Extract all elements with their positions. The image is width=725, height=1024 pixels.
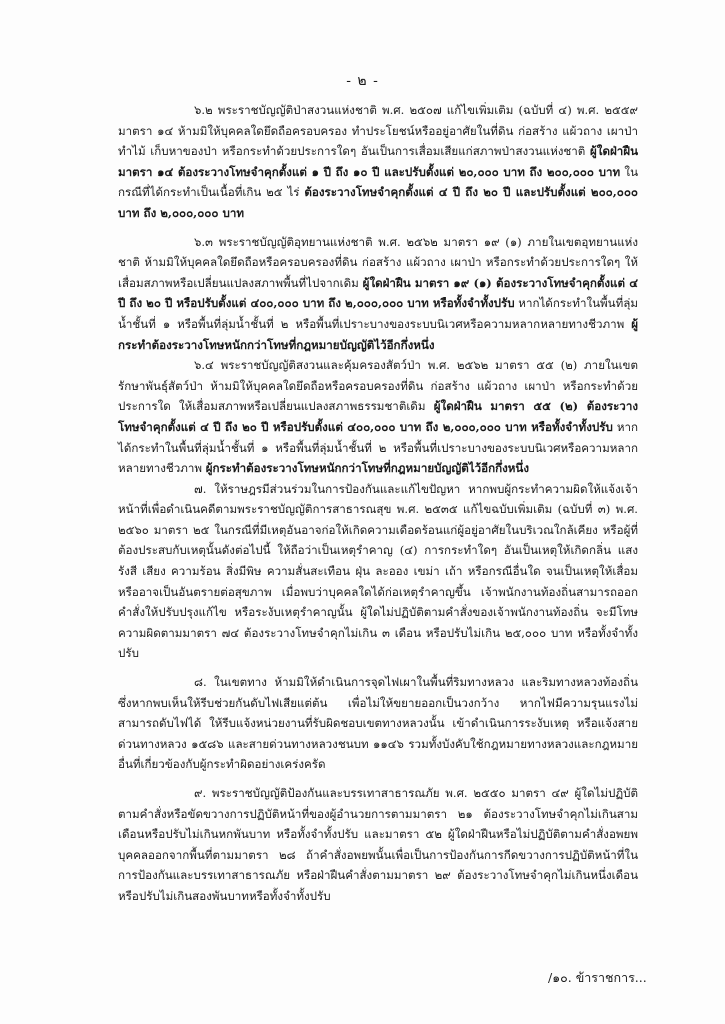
paragraph-9 [118, 783, 638, 907]
text-segment-bold: ผู้ใดฝ่าฝืน มาตรา ๑๙ (๑) ต้องระวางโทษจำคุกตั้งแต่ ๔ ปี ถึง ๒๐ ปี หรือปรับตั้งแต่ ๔๐๐,๐๐๐ บาท ถึง ๒,๐๐๐,๐๐๐ บาท หรือทั้งจำทั้งปรับ [118, 275, 638, 311]
text-segment-bold: ผู้กระทำต้องระวางโทษหนักกว่าโทษที่กฎหมายบัญญัติไว้อีกกึ่งหนึ่ง [118, 316, 638, 352]
text-segment-bold: ผู้ใดฝ่าฝืน มาตรา ๕๕ (๒) ต้องระวางโทษจำคุกตั้งแต่ ๔ ปี ถึง ๒๐ ปี หรือปรับตั้งแต่ ๔๐๐,๐๐๐ บาท ถึง ๒,๐๐๐,๐๐๐ บาท หรือทั้งจำทั้งปรับ [118, 399, 638, 434]
paragraph-7 [118, 479, 638, 664]
paragraph-6-4 [118, 355, 638, 479]
text-segment: ในกรณีที่ได้กระทำเป็นเนื้อที่เกิน ๒๕ ไร่ [118, 164, 638, 200]
paragraph-6-2 [118, 100, 638, 224]
text-segment: ๖.๓ พระราชบัญญัติอุทยานแห่งชาติ พ.ศ. ๒๕๖๒ มาตรา ๑๙ (๑) ภายในเขตอุทยานแห่งชาติ ห้ามมิให้บุคคลใดยึดถือหรือครอบครองที่ดิน ก่อสร้าง แผ้วถาง เผาป่า หรือกระทำด้วยประการใดๆ ให้เสื่อมสภาพหรือเปลี่ยนแปลงสภาพพื้นที่ไปจากเดิม [118, 234, 638, 290]
text-segment: ๗. ให้ราษฎรมีส่วนร่วมในการป้องกันและแก้ไขปัญหา หากพบผู้กระทำความผิดให้แจ้งเจ้าหน้าที่เพื่อดำเนินคดีตามพระราชบัญญัติการสาธารณสุข พ.ศ. ๒๕๓๕ แก้ไขฉบับเพิ่มเติม (ฉบับที่ ๓) พ.ศ. ๒๕๖๐ มาตรา ๒๕ ในกรณีที่มีเหตุอันอาจก่อให้เกิดความเดือดร้อนแก่ผู้อยู่อาศัยในบริเวณใกล้เคียง หรือผู้ที่ต้องประสบกับเหตุนั้นดังต่อไปนี้ ให้ถือว่าเป็นเหตุรำคาญ (๔) การกระทำใดๆ อันเป็นเหตุให้เกิดกลิ่น แสง รังสี เสียง ความร้อน สิ่งมีพิษ ความสั่นสะเทือน ฝุ่น ละออง เขม่า เถ้า หรือกรณีอื่นใด จนเป็นเหตุให้เสื่อมหรืออาจเป็นอันตรายต่อสุขภาพ เมื่อพบว่าบุคคลใดได้ก่อเหตุรำคาญขึ้น เจ้าพนักงานท้องถิ่นสามารถออกคำสั่งให้ปรับปรุงแก้ไข หรือระงับเหตุรำคาญนั้น ผู้ใดไม่ปฏิบัติตามคำสั่งของเจ้าพนักงานท้องถิ่น จะมีโทษความผิดตามมาตรา ๗๔ ต้องระวางโทษจำคุกไม่เกิน ๓ เดือน หรือปรับไม่เกิน ๒๕,๐๐๐ บาท หรือทั้งจำทั้งปรับ [118, 481, 638, 661]
text-segment-bold: ต้องระวางโทษจำคุกตั้งแต่ ๔ ปี ถึง ๒๐ ปี และปรับตั้งแต่ ๒๐๐,๐๐๐ บาท ถึง ๒,๐๐๐,๐๐๐ บาท [118, 185, 638, 220]
text-segment: ๖.๒ พระราชบัญญัติป่าสงวนแห่งชาติ พ.ศ. ๒๕๐๗ แก้ไขเพิ่มเติม (ฉบับที่ ๔) พ.ศ. ๒๕๕๙ มาตรา ๑๔ ห้ามมิให้บุคคลใดยึดถือครอบครอง ทำประโยชน์หรืออยู่อาศัยในที่ดิน ก่อสร้าง แผ้วถาง เผาป่า ทำไม้ เก็บหาของป่า หรือกระทำด้วยประการใดๆ อันเป็นการเสื่อมเสียแก่สภาพป่าสงวนแห่งชาติ [118, 103, 638, 159]
paragraph-6-3 [118, 232, 638, 356]
text-segment: หากได้กระทำในพื้นที่ลุ่มน้ำชั้นที่ ๑ หรือพื้นที่ลุ่มน้ำชั้นที่ ๒ หรือพื้นที่เปราะบางของระบบนิเวศหรือความหลากหลายทางชีวภาพ [118, 296, 639, 331]
document-body [118, 100, 638, 915]
page-number: - ๒ - [346, 73, 379, 89]
paragraph-8 [118, 672, 638, 775]
text-segment-bold: ผู้กระทำต้องระวางโทษหนักกว่าโทษที่กฎหมายบัญญัติไว้อีกกึ่งหนึ่ง [205, 461, 530, 476]
text-segment-bold: ผู้ใดฝ่าฝืน มาตรา ๑๔ ต้องระวางโทษจำคุกตั้งแต่ ๑ ปี ถึง ๑๐ ปี และปรับตั้งแต่ ๒๐,๐๐๐ บาท ถึง ๒๐๐,๐๐๐ บาท [118, 144, 638, 179]
text-segment: หากได้กระทำในพื้นที่ลุ่มน้ำชั้นที่ ๑ หรือพื้นที่ลุ่มน้ำชั้นที่ ๒ หรือพื้นที่เปราะบางของระบบนิเวศหรือความหลากหลายทางชีวภาพ [118, 419, 639, 476]
text-segment: ๖.๔ พระราชบัญญัติสงวนและคุ้มครองสัตว์ป่า พ.ศ. ๒๕๖๒ มาตรา ๕๕ (๒) ภายในเขตรักษาพันธุ์สัตว์ป่า ห้ามมิให้บุคคลใดยึดถือหรือครอบครองที่ดิน ก่อสร้าง แผ้วถาง เผาป่า หรือกระทำด้วยประการใด ให้เสื่อมสภาพหรือเปลี่ยนแปลงสภาพธรรมชาติเดิม [118, 358, 638, 414]
continuation-marker: /๑๐. ข้าราชการ... [548, 970, 647, 985]
text-segment: ๘. ในเขตทาง ห้ามมิให้ดำเนินการจุดไฟเผาในพื้นที่ริมทางหลวง และริมทางหลวงท้องถิ่น ซึ่งหากพบเห็นให้รีบช่วยกันดับไฟเสียแต่ต้น เพื่อไม่ให้ขยายออกเป็นวงกว้าง หากไฟมีความรุนแรงไม่สามารถดับไฟได้ ให้รีบแจ้งหน่วยงานที่รับผิดชอบเขตทางหลวงนั้น เข้าดำเนินการระงับเหตุ หรือแจ้งสายด่วนทางหลวง ๑๕๘๖ และสายด่วนทางหลวงชนบท ๑๑๔๖ รวมทั้งบังคับใช้กฎหมายทางหลวงและกฎหมายอื่นที่เกี่ยวข้องกับผู้กระทำผิดอย่างเคร่งครัด [118, 675, 638, 772]
text-segment: ๙. พระราชบัญญัติป้องกันและบรรเทาสาธารณภัย พ.ศ. ๒๕๕๐ มาตรา ๔๙ ผู้ใดไม่ปฏิบัติตามคำสั่งหรือขัดขวางการปฏิบัติหน้าที่ของผู้อำนวยการตามมาตรา ๒๑ ต้องระวางโทษจำคุกไม่เกินสามเดือนหรือปรับไม่เกินหกพันบาท หรือทั้งจำทั้งปรับ และมาตรา ๕๒ ผู้ใดฝ่าฝืนหรือไม่ปฏิบัติตามคำสั่งอพยพบุคคลออกจากพื้นที่ตามมาตรา ๒๘ ถ้าคำสั่งอพยพนั้นเพื่อเป็นการป้องกันการกีดขวางการปฏิบัติหน้าที่ในการป้องกันและบรรเทาสาธารณภัย หรือฝ่าฝืนคำสั่งตามมาตรา ๒๙ ต้องระวางโทษจำคุกไม่เกินหนึ่งเดือนหรือปรับไม่เกินสองพันบาทหรือทั้งจำทั้งปรับ [118, 786, 638, 903]
